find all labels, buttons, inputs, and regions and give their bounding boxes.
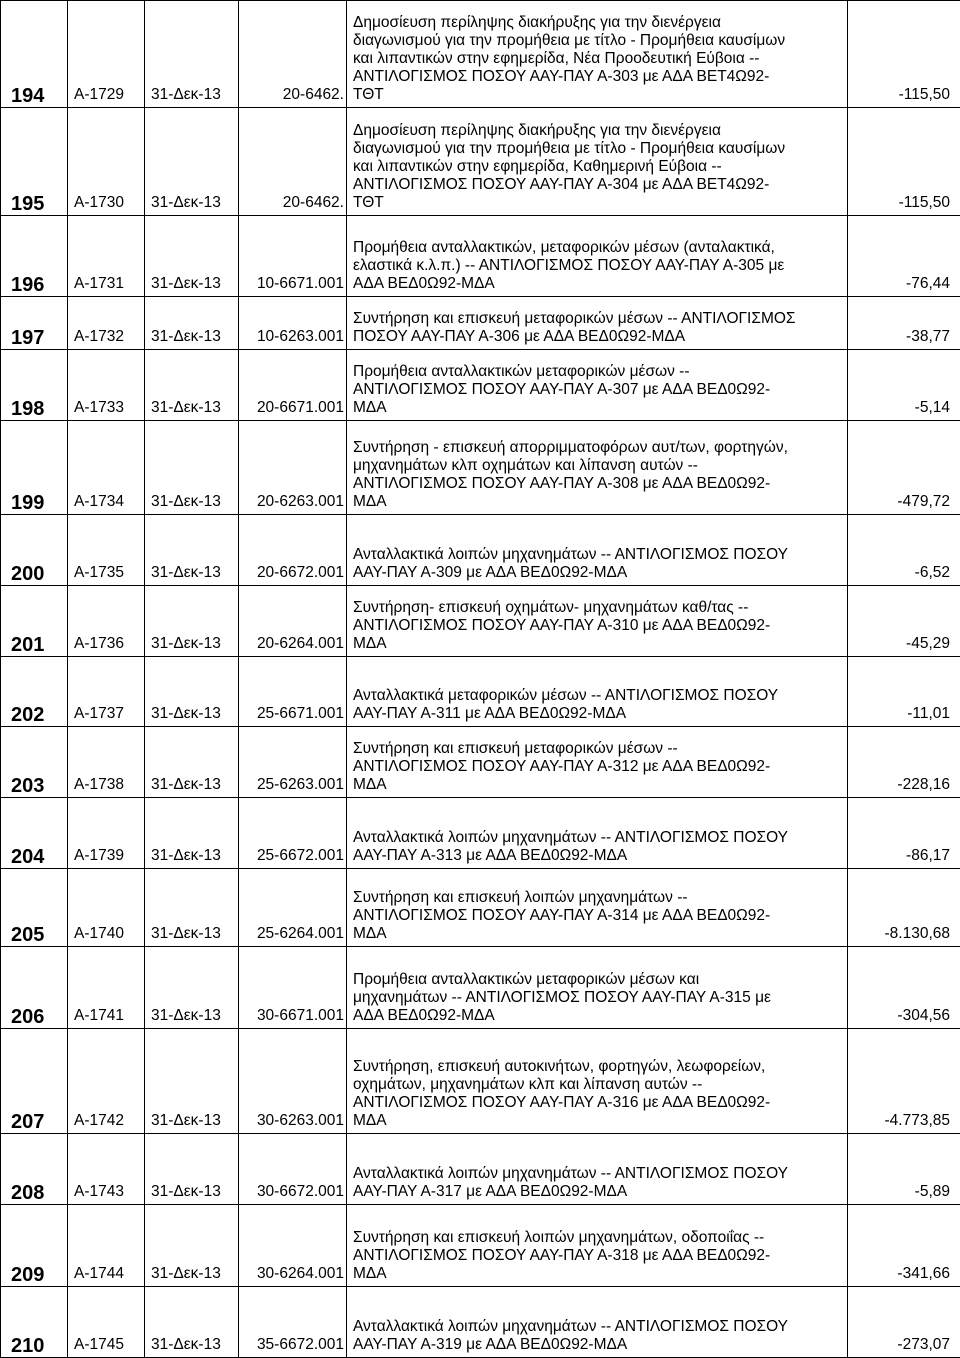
account-code: 30-6264.001	[239, 1204, 347, 1286]
table-row	[1, 296, 960, 350]
voucher-code: Α-1729	[68, 1, 145, 108]
entry-description: Ανταλλακτικά λοιπών μηχανημάτων -- ΑΝΤΙΛΟΓΙΣΜΟΣ ΠΟΣΟΥ ΑΑΥ-ΠΑΥ Α-313 με ΑΔΑ ΒΕΔ0Ω92-ΜΔΑ	[347, 798, 848, 869]
entry-description: Ανταλλακτικά λοιπών μηχανημάτων -- ΑΝΤΙΛΟΓΙΣΜΟΣ ΠΟΣΟΥ ΑΑΥ-ΠΑΥ Α-309 με ΑΔΑ ΒΕΔ0Ω92-ΜΔΑ	[347, 514, 848, 585]
table-row	[1, 798, 960, 869]
entry-amount: -4.773,85	[848, 1028, 960, 1133]
table-row	[1, 946, 960, 1028]
account-code: 20-6672.001	[239, 514, 347, 585]
voucher-code: Α-1739	[68, 798, 145, 869]
voucher-code: Α-1732	[68, 296, 145, 350]
account-code: 30-6671.001	[239, 946, 347, 1028]
entry-description: Προμήθεια ανταλλακτικών μεταφορικών μέσων και μηχανημάτων -- ΑΝΤΙΛΟΓΙΣΜΟΣ ΠΟΣΟΥ ΑΑΥ-ΠΑΥ Α-315 με ΑΔΑ ΒΕΔ0Ω92-ΜΔΑ	[347, 946, 848, 1028]
account-code: 30-6672.001	[239, 1134, 347, 1205]
entry-amount: -76,44	[848, 215, 960, 296]
account-code: 25-6263.001	[239, 727, 347, 798]
entry-date: 31-Δεκ-13	[145, 946, 239, 1028]
account-code: 20-6263.001	[239, 421, 347, 515]
account-code: 10-6263.001	[239, 296, 347, 350]
entry-number: 195	[1, 108, 68, 215]
entry-description: Δημοσίευση περίληψης διακήρυξης για την διενέργεια διαγωνισμού για την προμήθεια με τίτλο - Προμήθεια καυσίμων και λιπαντικών στην εφημερίδα, Καθημερινή Εύβοια -- ΑΝΤΙΛΟΓΙΣΜΟΣ ΠΟΣΟΥ ΑΑΥ-ΠΑΥ Α-304 με ΑΔΑ ΒΕΤ4Ω92- ΤΘΤ	[347, 108, 848, 215]
entry-description: Συντήρηση και επισκευή μεταφορικών μέσων -- ΑΝΤΙΛΟΓΙΣΜΟΣ ΠΟΣΟΥ ΑΑΥ-ΠΑΥ Α-306 με ΑΔΑ ΒΕΔ0Ω92-ΜΔΑ	[347, 296, 848, 350]
voucher-code: Α-1738	[68, 727, 145, 798]
voucher-code: Α-1733	[68, 350, 145, 421]
entry-date: 31-Δεκ-13	[145, 798, 239, 869]
table-row	[1, 1, 960, 108]
account-code: 25-6264.001	[239, 869, 347, 947]
entry-description: Συντήρηση και επισκευή λοιπών μηχανημάτων, οδοποιΐας -- ΑΝΤΙΛΟΓΙΣΜΟΣ ΠΟΣΟΥ ΑΑΥ-ΠΑΥ Α-318 με ΑΔΑ ΒΕΔ0Ω92- ΜΔΑ	[347, 1204, 848, 1286]
entry-date: 31-Δεκ-13	[145, 656, 239, 727]
entry-amount: -11,01	[848, 656, 960, 727]
voucher-code: Α-1737	[68, 656, 145, 727]
entry-amount: -86,17	[848, 798, 960, 869]
entry-amount: -115,50	[848, 108, 960, 215]
account-code: 20-6264.001	[239, 585, 347, 656]
entry-description: Προμήθεια ανταλλακτικών, μεταφορικών μέσων (ανταλακτικά, ελαστικά κ.λ.π.) -- ΑΝΤΙΛΟΓΙΣΜΟΣ ΠΟΣΟΥ ΑΑΥ-ΠΑΥ Α-305 με ΑΔΑ ΒΕΔ0Ω92-ΜΔΑ	[347, 215, 848, 296]
entry-date: 31-Δεκ-13	[145, 350, 239, 421]
entry-date: 31-Δεκ-13	[145, 296, 239, 350]
entry-number: 209	[1, 1204, 68, 1286]
entry-amount: -8.130,68	[848, 869, 960, 947]
table-row	[1, 514, 960, 585]
voucher-code: Α-1743	[68, 1134, 145, 1205]
account-code: 35-6672.001	[239, 1287, 347, 1358]
entry-number: 201	[1, 585, 68, 656]
entry-number: 200	[1, 514, 68, 585]
entry-date: 31-Δεκ-13	[145, 108, 239, 215]
entry-number: 205	[1, 869, 68, 947]
table-row	[1, 585, 960, 656]
entry-description: Συντήρηση, επισκευή αυτοκινήτων, φορτηγών, λεωφορείων, οχημάτων, μηχανημάτων κλπ και λίπανση αυτών -- ΑΝΤΙΛΟΓΙΣΜΟΣ ΠΟΣΟΥ ΑΑΥ-ΠΑΥ Α-316 με ΑΔΑ ΒΕΔ0Ω92- ΜΔΑ	[347, 1028, 848, 1133]
entry-number: 202	[1, 656, 68, 727]
account-code: 20-6462.	[239, 108, 347, 215]
entry-date: 31-Δεκ-13	[145, 514, 239, 585]
entry-number: 196	[1, 215, 68, 296]
table-row	[1, 1287, 960, 1358]
entry-number: 207	[1, 1028, 68, 1133]
table-row	[1, 727, 960, 798]
entry-date: 31-Δεκ-13	[145, 585, 239, 656]
entry-description: Δημοσίευση περίληψης διακήρυξης για την διενέργεια διαγωνισμού για την προμήθεια με τίτλο - Προμήθεια καυσίμων και λιπαντικών στην εφημερίδα, Νέα Προοδευτική Εύβοια -- ΑΝΤΙΛΟΓΙΣΜΟΣ ΠΟΣΟΥ ΑΑΥ-ΠΑΥ Α-303 με ΑΔΑ ΒΕΤ4Ω92- ΤΘΤ	[347, 1, 848, 108]
entry-amount: -115,50	[848, 1, 960, 108]
entry-number: 204	[1, 798, 68, 869]
entry-number: 206	[1, 946, 68, 1028]
entry-description: Προμήθεια ανταλλακτικών μεταφορικών μέσων -- ΑΝΤΙΛΟΓΙΣΜΟΣ ΠΟΣΟΥ ΑΑΥ-ΠΑΥ Α-307 με ΑΔΑ ΒΕΔ0Ω92- ΜΔΑ	[347, 350, 848, 421]
entry-number: 210	[1, 1287, 68, 1358]
entry-description: Ανταλλακτικά λοιπών μηχανημάτων -- ΑΝΤΙΛΟΓΙΣΜΟΣ ΠΟΣΟΥ ΑΑΥ-ΠΑΥ Α-319 με ΑΔΑ ΒΕΔ0Ω92-ΜΔΑ	[347, 1287, 848, 1358]
table-row	[1, 215, 960, 296]
entry-description: Ανταλλακτικά λοιπών μηχανημάτων -- ΑΝΤΙΛΟΓΙΣΜΟΣ ΠΟΣΟΥ ΑΑΥ-ΠΑΥ Α-317 με ΑΔΑ ΒΕΔ0Ω92-ΜΔΑ	[347, 1134, 848, 1205]
voucher-code: Α-1736	[68, 585, 145, 656]
account-code: 20-6462.	[239, 1, 347, 108]
account-code: 20-6671.001	[239, 350, 347, 421]
entry-description: Ανταλλακτικά μεταφορικών μέσων -- ΑΝΤΙΛΟΓΙΣΜΟΣ ΠΟΣΟΥ ΑΑΥ-ΠΑΥ Α-311 με ΑΔΑ ΒΕΔ0Ω92-ΜΔΑ	[347, 656, 848, 727]
entry-date: 31-Δεκ-13	[145, 1134, 239, 1205]
entry-date: 31-Δεκ-13	[145, 215, 239, 296]
voucher-code: Α-1744	[68, 1204, 145, 1286]
entry-date: 31-Δεκ-13	[145, 1204, 239, 1286]
entry-description: Συντήρηση - επισκευή απορριμματοφόρων αυτ/των, φορτηγών, μηχανημάτων κλπ οχημάτων και λίπανση αυτών -- ΑΝΤΙΛΟΓΙΣΜΟΣ ΠΟΣΟΥ ΑΑΥ-ΠΑΥ Α-308 με ΑΔΑ ΒΕΔ0Ω92- ΜΔΑ	[347, 421, 848, 515]
entry-amount: -45,29	[848, 585, 960, 656]
table-row	[1, 108, 960, 215]
entry-amount: -228,16	[848, 727, 960, 798]
table-row	[1, 1134, 960, 1205]
voucher-code: Α-1745	[68, 1287, 145, 1358]
entry-amount: -38,77	[848, 296, 960, 350]
entry-amount: -5,89	[848, 1134, 960, 1205]
entry-description: Συντήρηση- επισκευή οχημάτων- μηχανημάτων καθ/τας -- ΑΝΤΙΛΟΓΙΣΜΟΣ ΠΟΣΟΥ ΑΑΥ-ΠΑΥ Α-310 με ΑΔΑ ΒΕΔ0Ω92- ΜΔΑ	[347, 585, 848, 656]
entry-date: 31-Δεκ-13	[145, 1287, 239, 1358]
table-row	[1, 350, 960, 421]
ledger-body	[1, 1, 960, 1358]
voucher-code: Α-1735	[68, 514, 145, 585]
entry-number: 208	[1, 1134, 68, 1205]
entry-number: 194	[1, 1, 68, 108]
table-row	[1, 869, 960, 947]
entry-amount: -273,07	[848, 1287, 960, 1358]
entry-date: 31-Δεκ-13	[145, 1028, 239, 1133]
entry-date: 31-Δεκ-13	[145, 421, 239, 515]
table-row	[1, 656, 960, 727]
account-code: 25-6672.001	[239, 798, 347, 869]
account-code: 25-6671.001	[239, 656, 347, 727]
entry-amount: -5,14	[848, 350, 960, 421]
voucher-code: Α-1734	[68, 421, 145, 515]
entry-date: 31-Δεκ-13	[145, 1, 239, 108]
voucher-code: Α-1740	[68, 869, 145, 947]
entry-number: 198	[1, 350, 68, 421]
entry-amount: -479,72	[848, 421, 960, 515]
voucher-code: Α-1731	[68, 215, 145, 296]
voucher-code: Α-1741	[68, 946, 145, 1028]
table-row	[1, 1204, 960, 1286]
voucher-code: Α-1742	[68, 1028, 145, 1133]
table-row	[1, 1028, 960, 1133]
entry-number: 203	[1, 727, 68, 798]
entry-amount: -341,66	[848, 1204, 960, 1286]
voucher-code: Α-1730	[68, 108, 145, 215]
table-row	[1, 421, 960, 515]
entry-description: Συντήρηση και επισκευή λοιπών μηχανημάτων -- ΑΝΤΙΛΟΓΙΣΜΟΣ ΠΟΣΟΥ ΑΑΥ-ΠΑΥ Α-314 με ΑΔΑ ΒΕΔ0Ω92- ΜΔΑ	[347, 869, 848, 947]
account-code: 10-6671.001	[239, 215, 347, 296]
entry-date: 31-Δεκ-13	[145, 869, 239, 947]
entry-number: 197	[1, 296, 68, 350]
entry-number: 199	[1, 421, 68, 515]
entry-amount: -6,52	[848, 514, 960, 585]
account-code: 30-6263.001	[239, 1028, 347, 1133]
entry-description: Συντήρηση και επισκευή μεταφορικών μέσων -- ΑΝΤΙΛΟΓΙΣΜΟΣ ΠΟΣΟΥ ΑΑΥ-ΠΑΥ Α-312 με ΑΔΑ ΒΕΔ0Ω92- ΜΔΑ	[347, 727, 848, 798]
entry-amount: -304,56	[848, 946, 960, 1028]
entry-date: 31-Δεκ-13	[145, 727, 239, 798]
